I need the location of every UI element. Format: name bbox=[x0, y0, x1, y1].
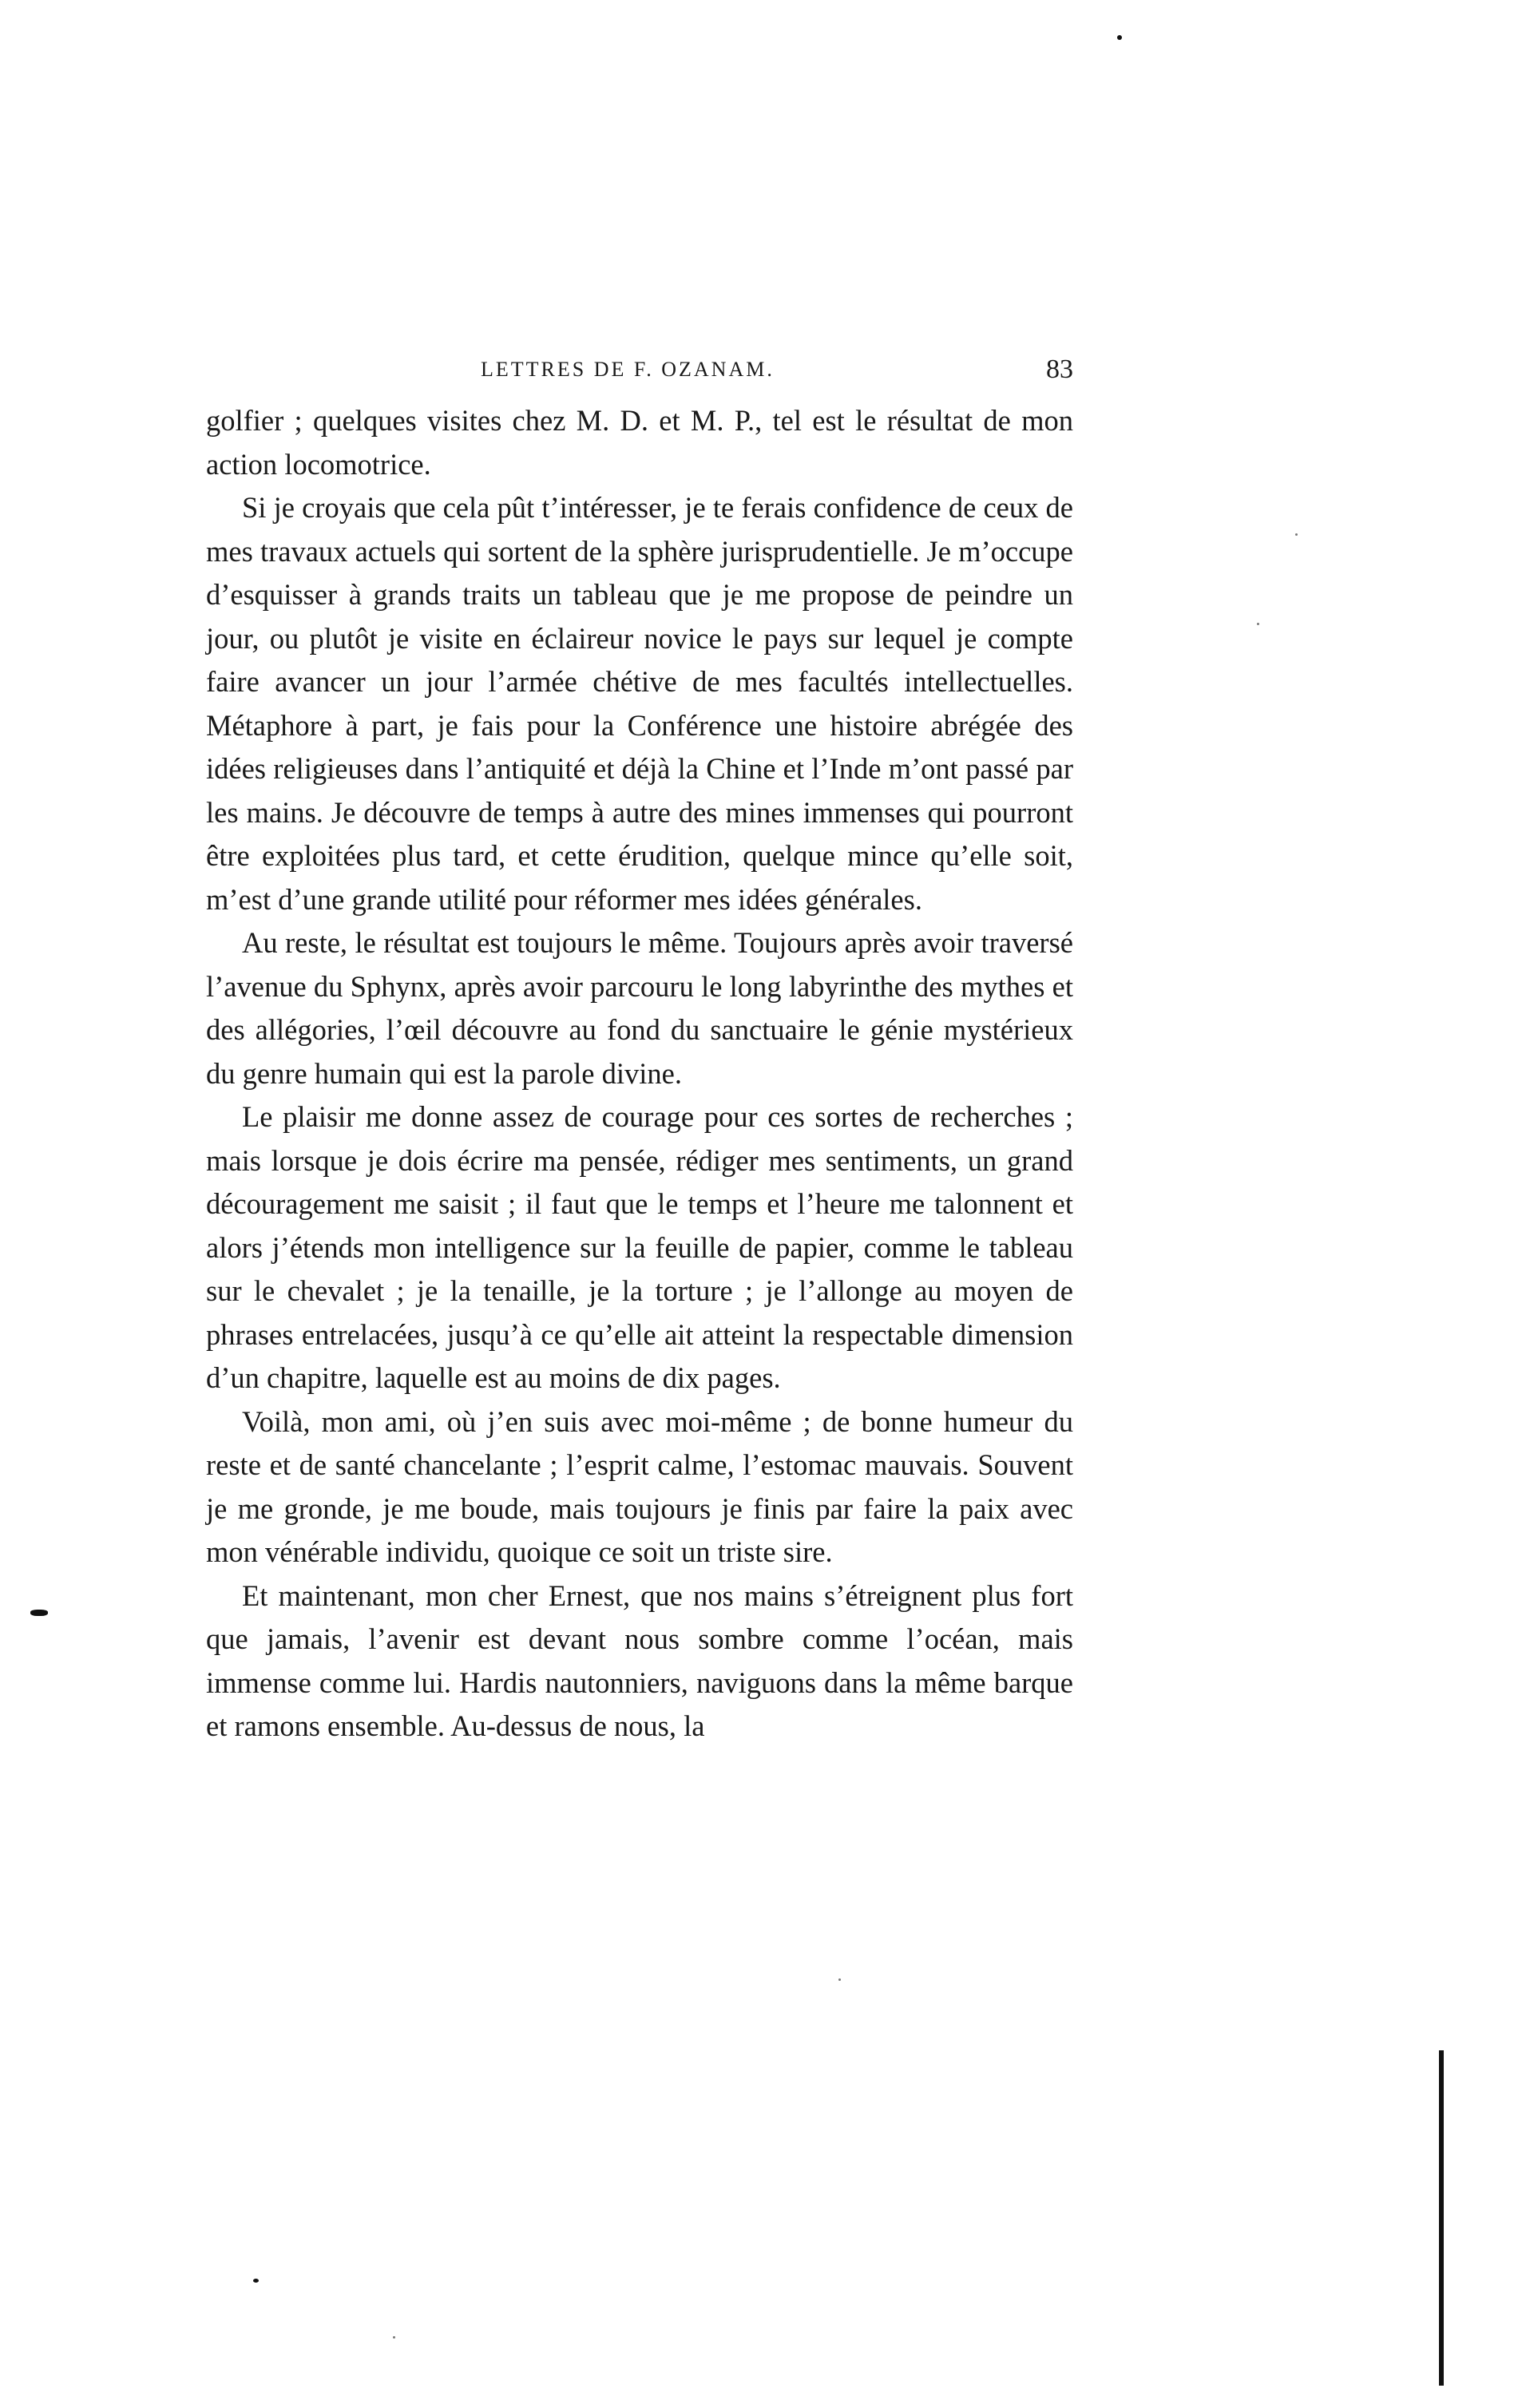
paragraph: Le plaisir me donne assez de courage pour ces sortes de recherches ; mais lorsque je dois écrire ma pensée, rédiger mes sentiments, un grand découragement me saisit ; il faut que le temps et l’heure me talonnent et alors j’étends mon intelligence sur la feuille de papier, comme le tableau sur le chevalet ; je la tenaille, je la torture ; je l’allonge au moyen de phrases entrelacées, jusqu’à ce qu’elle ait atteint la respectable dimension d’un chapitre, laquelle est au moins de dix pages. bbox=[206, 1100, 1073, 1394]
body-text bbox=[206, 399, 1073, 1749]
ink-dot bbox=[253, 2279, 259, 2283]
paper-speck bbox=[393, 2336, 395, 2339]
paper-speck bbox=[1257, 623, 1259, 625]
page-number: 83 bbox=[1046, 354, 1073, 384]
ink-blot bbox=[30, 1610, 48, 1616]
paragraph-continued: golfier ; quelques visites chez M. D. et M. P., tel est le résultat de mon action locomotrice. bbox=[206, 404, 1073, 481]
running-title: LETTRES DE F. OZANAM. bbox=[481, 358, 775, 381]
paragraph: Au reste, le résultat est toujours le même. Toujours après avoir traversé l’avenue du Sphynx, après avoir parcouru le long labyrinthe des mythes et des allégories, l’œil découvre au fond du sanctuaire le génie mystérieux du genre humain qui est la parole divine. bbox=[206, 926, 1073, 1090]
paper-speck bbox=[1295, 533, 1298, 536]
paper-speck bbox=[838, 1978, 841, 1981]
scan-edge-line bbox=[1439, 2050, 1444, 2386]
ink-dot bbox=[1117, 35, 1122, 40]
paragraph: Et maintenant, mon cher Ernest, que nos mains s’étreignent plus fort que jamais, l’avenir est devant nous sombre comme l’océan, mais immense comme lui. Hardis nautonniers, naviguons dans la même barque et ramons ensemble. Au-dessus de nous, la bbox=[206, 1578, 1073, 1742]
page-header bbox=[209, 350, 1073, 390]
paragraph: Si je croyais que cela pût t’intéresser, je te ferais confidence de ceux de mes travaux actuels qui sortent de la sphère jurisprudentielle. Je m’occupe d’esquisser à grands traits un tableau que je me propose de peindre un jour, ou plutôt je visite en éclaireur novice le pays sur lequel je compte faire avancer un jour l’armée chétive de mes facultés intellectuelles. Métaphore à part, je fais pour la Conférence une histoire abrégée des idées religieuses dans l’antiquité et déjà la Chine et l’Inde m’ont passé par les mains. Je découvre de temps à autre des mines immenses qui pourront être exploitées plus tard, et cette érudition, quelque mince qu’elle soit, m’est d’une grande utilité pour réformer mes idées générales. bbox=[206, 491, 1073, 916]
paragraph: Voilà, mon ami, où j’en suis avec moi-même ; de bonne humeur du reste et de santé chancelante ; l’esprit calme, l’estomac mauvais. Souvent je me gronde, je me boude, mais toujours je finis par faire la paix avec mon vénérable individu, quoique ce soit un triste sire. bbox=[206, 1404, 1073, 1568]
